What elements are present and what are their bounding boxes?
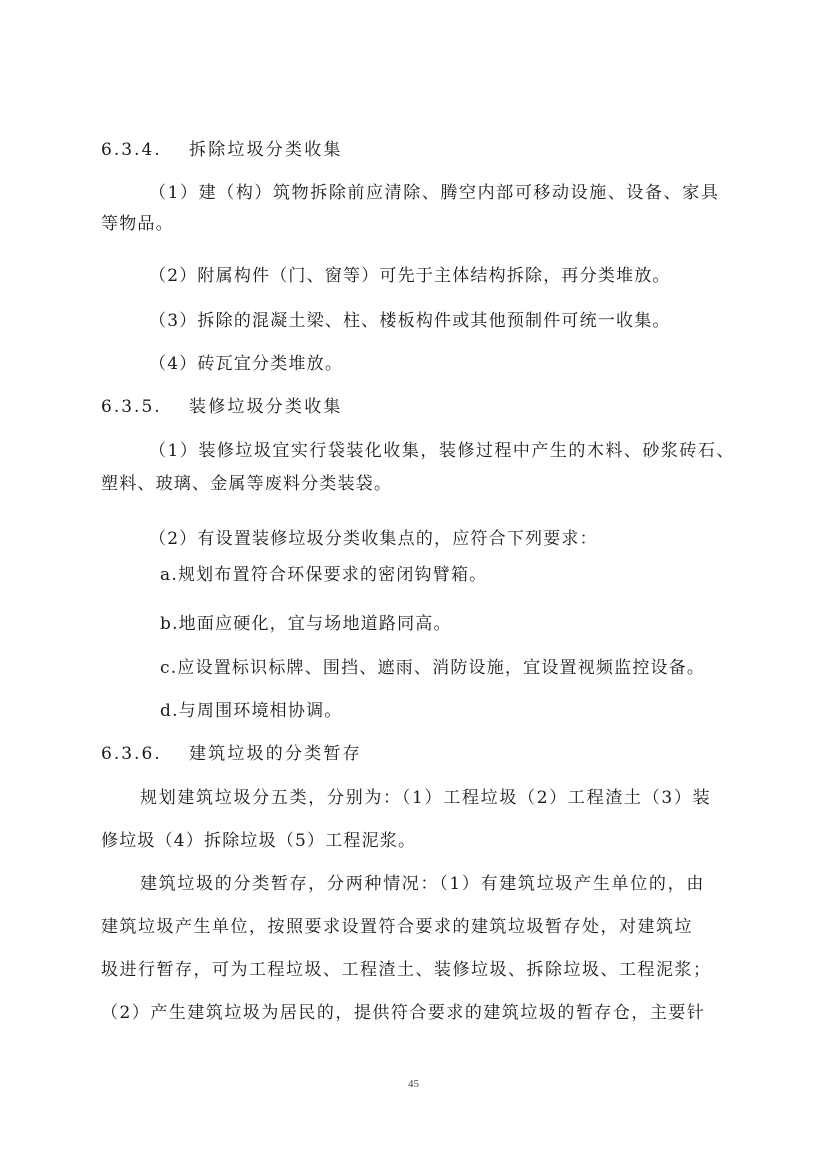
section-number: 6.3.4. — [101, 140, 162, 160]
paragraph-line: 塑料、玻璃、金属等废料分类装袋。 — [101, 474, 393, 494]
paragraph-line: （1）装修垃圾宜实行袋装化收集，装修过程中产生的木料、砂浆砖石、 — [149, 441, 735, 461]
paragraph-line: 修垃圾（4）拆除垃圾（5）工程泥浆。 — [101, 831, 417, 851]
section-heading-6-3-6 — [101, 742, 362, 766]
paragraph-line: （1）建（构）筑物拆除前应清除、腾空内部可移动设施、设备、家具 — [149, 183, 720, 203]
list-item: （3）拆除的混凝土梁、柱、楼板构件或其他预制件可统一收集。 — [149, 311, 671, 331]
section-heading-6-3-5 — [101, 395, 343, 419]
paragraph-line: 建筑垃圾的分类暂存，分两种情况：（1）有建筑垃圾产生单位的，由 — [140, 874, 706, 894]
page-number: 45 — [408, 1078, 419, 1090]
section-title: 装修垃圾分类收集 — [189, 397, 343, 417]
paragraph-line: 建筑垃圾产生单位，按照要求设置符合要求的建筑垃圾暂存处，对建筑垃 — [101, 917, 693, 937]
sub-item: a.规划布置符合环保要求的密闭钩臂箱。 — [160, 565, 488, 585]
section-heading-6-3-4 — [101, 138, 343, 162]
section-title: 建筑垃圾的分类暂存 — [189, 744, 362, 764]
paragraph-line: 圾进行暂存，可为工程垃圾、工程渣土、装修垃圾、拆除垃圾、工程泥浆； — [101, 960, 712, 980]
section-number: 6.3.5. — [101, 397, 162, 417]
paragraph-line: 等物品。 — [101, 214, 174, 234]
sub-item: b.地面应硬化，宜与场地道路同高。 — [160, 614, 452, 634]
paragraph-line: （2）产生建筑垃圾为居民的，提供符合要求的建筑垃圾的暂存仓，主要针 — [101, 1003, 706, 1023]
section-number: 6.3.6. — [101, 744, 162, 764]
list-item: （4）砖瓦宜分类堆放。 — [149, 354, 344, 374]
list-item: （2）有设置装修垃圾分类收集点的，应符合下列要求： — [149, 529, 598, 549]
sub-item: c.应设置标识标牌、围挡、遮雨、消防设施，宜设置视频监控设备。 — [160, 658, 706, 678]
section-title: 拆除垃圾分类收集 — [189, 140, 343, 160]
paragraph-line: 规划建筑垃圾分五类，分别为：（1）工程垃圾（2）工程渣土（3）装 — [140, 788, 712, 808]
list-item: （2）附属构件（门、窗等）可先于主体结构拆除，再分类堆放。 — [149, 266, 671, 286]
sub-item: d.与周围环境相协调。 — [160, 701, 343, 721]
